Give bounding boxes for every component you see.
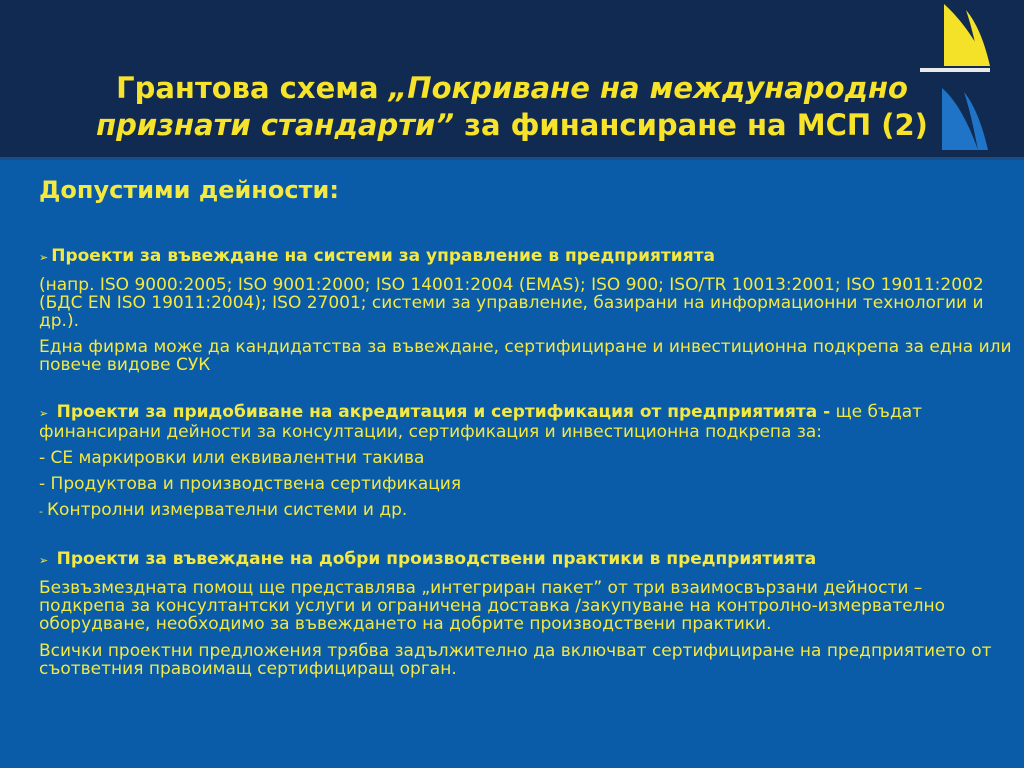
title-line-1: Грантова схема „Покриване на международно — [116, 71, 908, 105]
section-heading: Допустими дейности: — [39, 176, 339, 204]
arrow-bullet-icon: ➢ — [39, 407, 49, 420]
slide-title — [0, 70, 1024, 144]
bullet-2: ➢ Проекти за придобиване на акредитация и сертификация от предприятията - ще бъдат финансирани дейности за консултации, сертификация и инвестиционна подкрепа за: — [39, 402, 923, 442]
practices-paragraph: Безвъзмездната помощ ще представлява „интегриран пакет” от три взаимосвързани дейности – подкрепа за консултантски услуги и ограничена доставка /закупуване на контролно-измервателно оборудване, необходимо за въвеждането на добрите производствени практики. — [39, 578, 946, 634]
title-line-2: признати стандарти” за финансиране на МСП (2) — [96, 108, 928, 142]
sme-paragraph: Една фирма може да кандидатства за въвеждане, сертифициране и инвестиционна подкрепа за една или повече видове СУК — [39, 337, 1012, 375]
bullet-1: ➢ Проекти за въвеждане на системи за управление в предприятията — [39, 246, 715, 266]
list-item: - Контролни измервателни системи и др. — [39, 500, 408, 520]
list-item: - CE маркировки или еквивалентни такива — [39, 448, 425, 468]
list-item: - Продуктова и производствена сертификация — [39, 474, 462, 494]
bullet-3: ➢ Проекти за въвеждане на добри производствени практики в предприятията — [39, 549, 817, 569]
arrow-bullet-icon: ➢ — [39, 554, 49, 567]
standards-paragraph: (напр. ISO 9000:2005; ISO 9001:2000; ISO 14001:2004 (EMAS); ISO 900; ISO/TR 10013:2001; ISO 19011:2002 (БДС EN ISO 19011:2004); ISO 27001; системи за управление, базирани на информационни технологии и др.). — [39, 275, 984, 331]
header-divider — [0, 157, 1024, 160]
slide-body — [39, 175, 1014, 678]
certification-paragraph: Всички проектни предложения трябва задължително да включват сертифициране на предприятието от съответния правоимащ сертифициращ орган. — [39, 641, 992, 679]
arrow-bullet-icon: ➢ — [39, 251, 49, 264]
